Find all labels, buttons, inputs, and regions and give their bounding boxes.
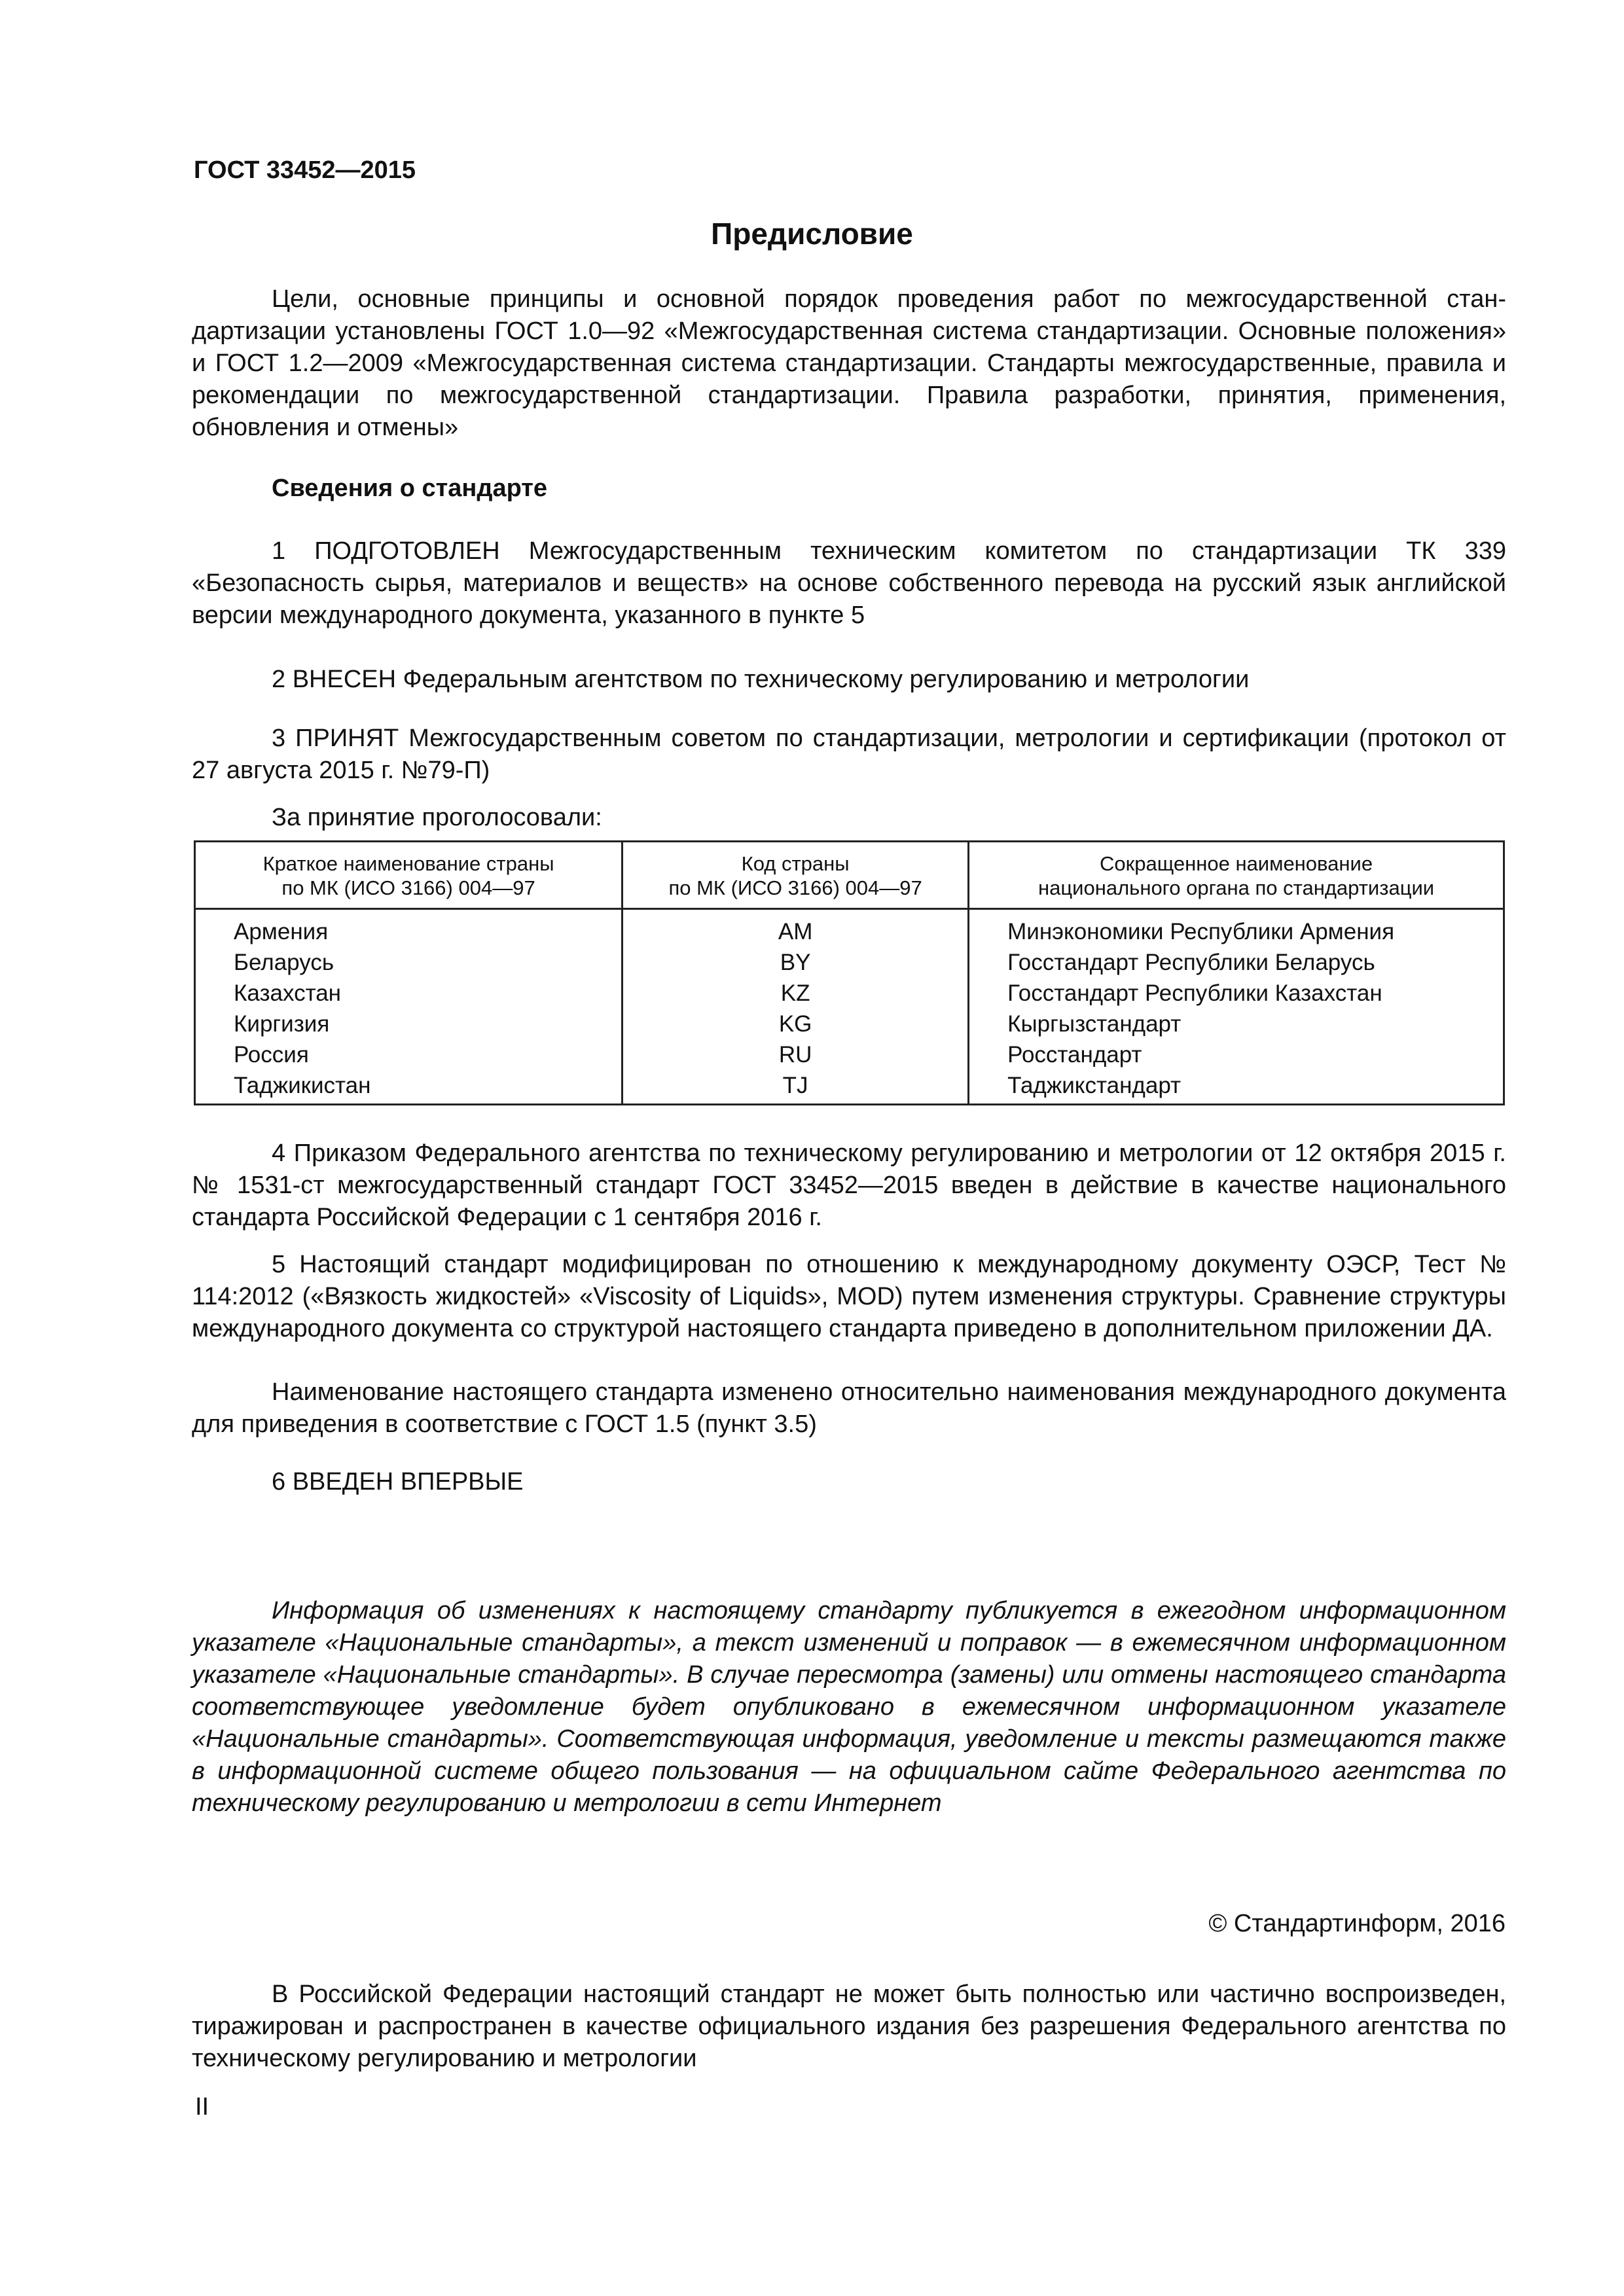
table-row — [195, 947, 1504, 978]
country-name: Казахстан — [195, 978, 623, 1009]
country-code: TJ — [623, 1070, 969, 1105]
vote-label: За принятие проголосовали: — [272, 804, 602, 831]
standards-body: Минэкономики Республики Армения — [969, 909, 1504, 948]
item-5-paragraph: 5 Настоящий стандарт модифицирован по отношению к международному документу ОЭСР, Тест № 114:2012 («Вязкость жидкостей» «Viscosity of Liquids», MOD) путем изменения структуры. Сравнение структуры международного документа со структурой настоящего стандарта приведено в дополнительном приложении ДА. — [192, 1251, 1506, 1342]
table-header-code: Код страны по МК (ИСО 3166) 004—97 — [623, 842, 969, 909]
item-5-rename-paragraph: Наименование настоящего стандарта изменено относительно наименования международного документа для приведения в соответствие с ГОСТ 1.5 (пункт 3.5) — [192, 1378, 1506, 1438]
table-row — [195, 1070, 1504, 1105]
page-title: Предисловие — [711, 217, 913, 251]
table-row — [195, 909, 1504, 948]
standards-body: Госстандарт Республики Казахстан — [969, 978, 1504, 1009]
page-number: II — [195, 2093, 209, 2121]
table-header-country: Краткое наименование страны по МК (ИСО 3166) 004—97 — [195, 842, 623, 909]
country-code: KZ — [623, 978, 969, 1009]
country-code: BY — [623, 947, 969, 978]
reproduction-rights-notice: В Российской Федерации настоящий стандарт не может быть полностью или частично воспроизведен, тиражирован и распространен в качестве официального издания без разрешения Федерального агентства по техническому регулированию и метрологии — [192, 1981, 1506, 2072]
countries-table — [194, 840, 1505, 1105]
table-header-row — [195, 842, 1504, 909]
changes-info-notice: Информация об изменениях к настоящему стандарту публикуется в ежегодном информационном указателе «Национальные стандарты», а текст изменений и поправок — в ежемесячном информационном указателе «Национальные стандарты». В случае пересмотра (замены) или отмены настоящего стандарта соответствующее уведомление будет опубликовано в ежемесячном информационном указателе «Национальные стандарты». Соответствующая информация, уведомление и тексты размещаются также в информационной системе общего пользования — на официальном сайте Федерального агентства по техническому регулированию и метрологии в сети Интернет — [192, 1597, 1506, 1817]
standards-body: Кыргызстандарт — [969, 1009, 1504, 1039]
country-name: Россия — [195, 1039, 623, 1070]
section-title: Сведения о стандарте — [272, 475, 548, 502]
standard-code-header: ГОСТ 33452—2015 — [194, 156, 416, 184]
item-1-paragraph: 1 ПОДГОТОВЛЕН Межгосударственным техническим комитетом по стандартизации ТК 339 «Безопасность сырья, материалов и веществ» на основе собственного перевода на русский язык английской версии международного документа, указанного в пункте 5 — [192, 537, 1506, 629]
table-row — [195, 1039, 1504, 1070]
standards-body: Росстандарт — [969, 1039, 1504, 1070]
table-row — [195, 1009, 1504, 1039]
country-name: Киргизия — [195, 1009, 623, 1039]
item-4-paragraph: 4 Приказом Федерального агентства по техническому регулированию и метрологии от 12 октября 2015 г. № 1531-ст межгосударственный стандарт ГОСТ 33452—2015 введен в действие в качестве национального стандарта Российской Федерации с 1 сентября 2016 г. — [192, 1139, 1506, 1231]
item-6-paragraph: 6 ВВЕДЕН ВПЕРВЫЕ — [272, 1468, 524, 1496]
table-header-authority: Сокращенное наименование национального органа по стандартизации — [969, 842, 1504, 909]
table-row — [195, 978, 1504, 1009]
intro-paragraph: Цели, основные принципы и основной порядок проведения работ по межгосударственной стандартизации установлены ГОСТ 1.0—92 «Межгосударственная система стандартизации. Основные положения» и ГОСТ 1.2—2009 «Межгосударственная система стандартизации. Стандарты межгосударственные, правила и рекомендации по межгосударственной стандартизации. Правила разработки, принятия, применения, обновления и отмены» — [192, 285, 1506, 441]
country-name: Армения — [195, 909, 623, 948]
copyright-notice: © Стандартинформ, 2016 — [1208, 1910, 1506, 1937]
standards-body: Таджикстандарт — [969, 1070, 1504, 1105]
country-name: Беларусь — [195, 947, 623, 978]
country-name: Таджикистан — [195, 1070, 623, 1105]
item-2-paragraph: 2 ВНЕСЕН Федеральным агентством по техническому регулированию и метрологии — [272, 666, 1250, 693]
country-code: RU — [623, 1039, 969, 1070]
country-code: AM — [623, 909, 969, 948]
item-3-paragraph: 3 ПРИНЯТ Межгосударственным советом по стандартизации, метрологии и сертификации (протокол от 27 августа 2015 г. №79-П) — [192, 725, 1506, 784]
country-code: KG — [623, 1009, 969, 1039]
standards-body: Госстандарт Республики Беларусь — [969, 947, 1504, 978]
